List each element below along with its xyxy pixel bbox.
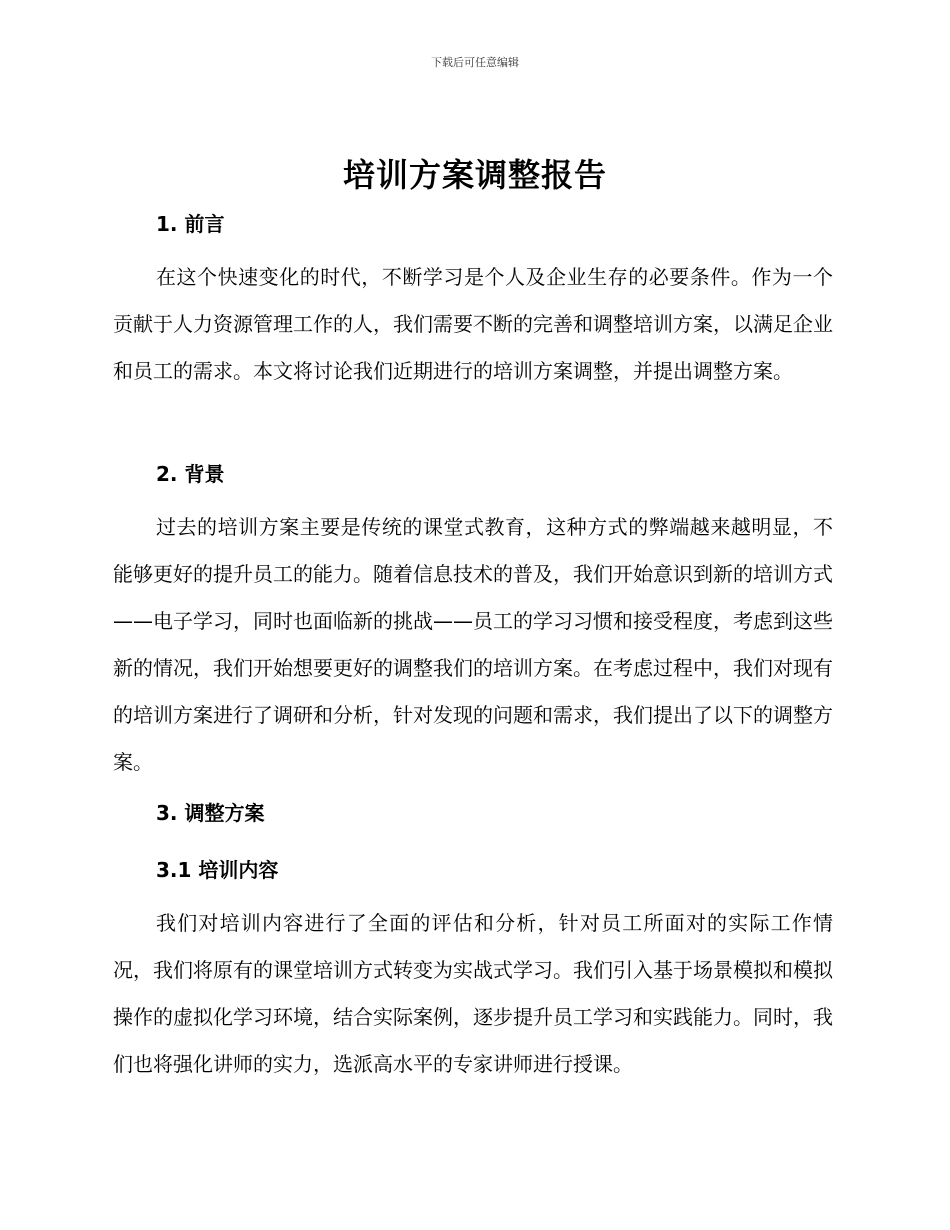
section-heading-training-content: 3.1 培训内容 — [156, 858, 279, 882]
section-heading-intro: 1. 前言 — [156, 212, 225, 236]
section-heading-background: 2. 背景 — [156, 462, 225, 486]
document-title: 培训方案调整报告 — [342, 156, 607, 194]
section-paragraph-background: 过去的培训方案主要是传统的课堂式教育，这种方式的弊端越来越明显，不能够更好的提升员工的能力。随着信息技术的普及，我们开始意识到新的培训方式——电子学习，同时也面临新的挑战——员工的学习习惯和接受程度，考虑到这些新的情况，我们开始想要更好的调整我们的培训方案。在考虑过程中，我们对现有的培训方案进行了调研和分析，针对发现的问题和需求，我们提出了以下的调整方案。 — [113, 515, 833, 774]
section-heading-adjustment-plan: 3. 调整方案 — [156, 801, 265, 825]
section-paragraph-training-content: 我们对培训内容进行了全面的评估和分析，针对员工所面对的实际工作情况，我们将原有的课堂培训方式转变为实战式学习。我们引入基于场景模拟和模拟操作的虚拟化学习环境，结合实际案例，逐步提升员工学习和实践能力。同时，我们也将强化讲师的实力，选派高水平的专家讲师进行授课。 — [113, 911, 833, 1076]
section-paragraph-intro: 在这个快速变化的时代，不断学习是个人及企业生存的必要条件。作为一个贡献于人力资源管理工作的人，我们需要不断的完善和调整培训方案，以满足企业和员工的需求。本文将讨论我们近期进行的培训方案调整，并提出调整方案。 — [113, 265, 833, 383]
page-header-note: 下载后可任意编辑 — [431, 56, 519, 69]
